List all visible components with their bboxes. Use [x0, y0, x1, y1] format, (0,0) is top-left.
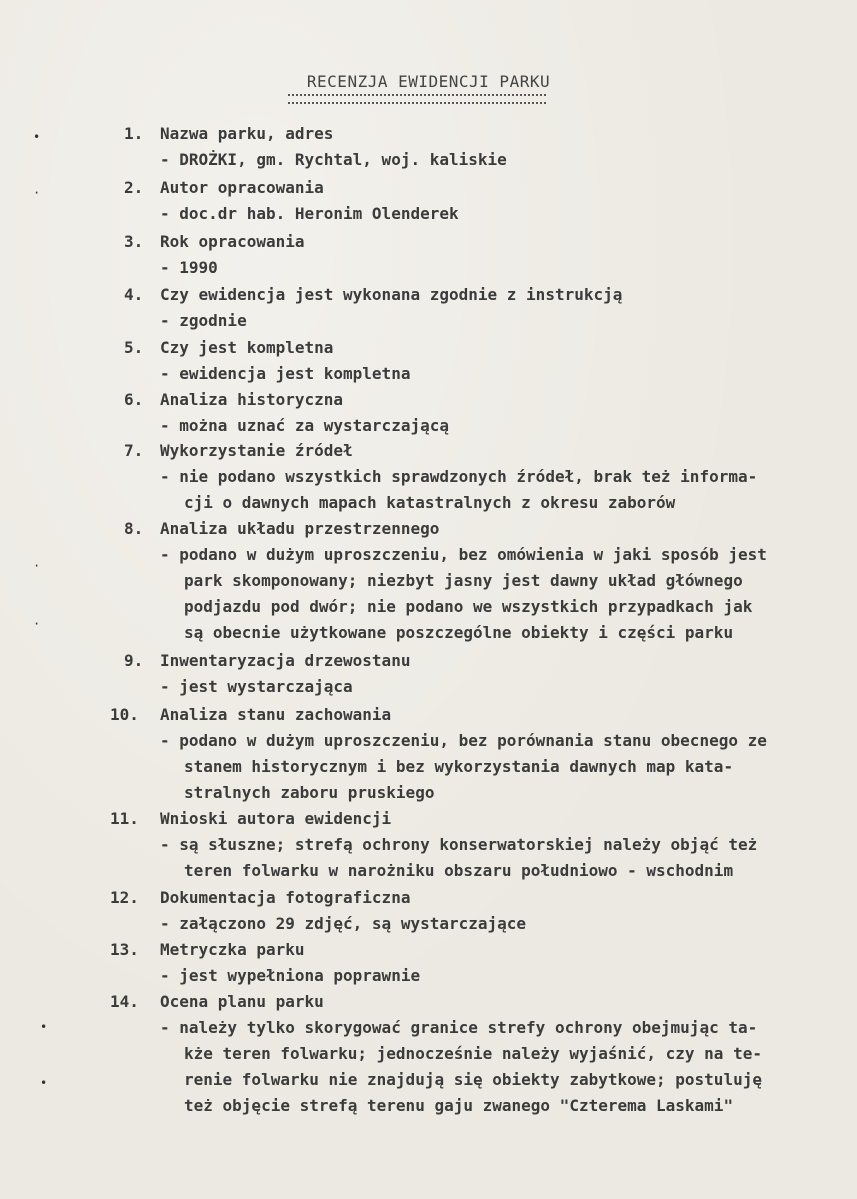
item-response-line: też objęcie strefą terenu gaju zwanego "Czterema Laskami" [184, 1096, 734, 1115]
item-heading: Inwentaryzacja drzewostanu [160, 651, 411, 670]
item-response-line: - DROŻKI, gm. Rychtal, woj. kaliskie [160, 150, 507, 169]
item-heading: Metryczka parku [160, 940, 305, 959]
item-number: 4. [124, 285, 144, 304]
document-title: RECENZJA EWIDENCJI PARKU [306, 72, 551, 91]
item-heading: Analiza historyczna [160, 390, 344, 409]
item-number: 13. [110, 940, 139, 959]
item-heading: Wykorzystanie źródeł [160, 441, 353, 460]
item-response-line: kże teren folwarku; jednocześnie należy wyjaśnić, czy na te- [184, 1044, 762, 1063]
item-response-line: - podano w dużym uproszczeniu, bez porównania stanu obecnego ze [160, 731, 767, 750]
item-response-line: - doc.dr hab. Heronim Olenderek [160, 204, 459, 223]
item-number: 3. [124, 232, 144, 251]
margin-mark: · [33, 617, 41, 631]
item-number: 10. [110, 705, 139, 724]
item-number: 8. [124, 519, 144, 538]
item-heading: Czy ewidencja jest wykonana zgodnie z instrukcją [160, 285, 623, 304]
item-number: 11. [110, 809, 139, 828]
item-response-line: - są słuszne; strefą ochrony konserwatorskiej należy objąć też [160, 835, 758, 854]
item-heading: Autor opracowania [160, 178, 324, 197]
item-response-line: teren folwarku w narożniku obszaru południowo - wschodnim [184, 861, 734, 880]
item-heading: Analiza układu przestrzennego [160, 519, 440, 538]
item-response-line: - można uznać za wystarczającą [160, 416, 449, 435]
item-response-line: podjazdu pod dwór; nie podano we wszystkich przypadkach jak [184, 597, 753, 616]
item-response-line: cji o dawnych mapach katastralnych z okresu zaborów [184, 493, 676, 512]
item-response-line: - jest wystarczająca [160, 677, 353, 696]
item-heading: Rok opracowania [160, 232, 305, 251]
item-number: 9. [124, 651, 144, 670]
margin-mark: · [33, 559, 41, 573]
item-number: 1. [124, 124, 144, 143]
item-response-line: park skomponowany; niezbyt jasny jest dawny układ głównego [184, 571, 743, 590]
item-number: 14. [110, 992, 139, 1011]
item-number: 2. [124, 178, 144, 197]
item-response-line: - 1990 [160, 258, 218, 277]
item-response-line: - nie podano wszystkich sprawdzonych źródeł, brak też informa- [160, 467, 758, 486]
item-response-line: - załączono 29 zdjęć, są wystarczające [160, 914, 527, 933]
item-response-line: stralnych zaboru pruskiego [184, 783, 435, 802]
margin-mark: • [40, 1020, 48, 1034]
item-response-line: są obecnie użytkowane poszczególne obiekty i części parku [184, 623, 734, 642]
item-response-line: - zgodnie [160, 311, 247, 330]
margin-mark: • [33, 130, 41, 144]
item-number: 7. [124, 441, 144, 460]
item-response-line: - jest wypełniona poprawnie [160, 966, 421, 985]
title-underline [288, 94, 546, 104]
item-heading: Wnioski autora ewidencji [160, 809, 392, 828]
item-response-line: - ewidencja jest kompletna [160, 364, 411, 383]
item-response-line: renie folwarku nie znajdują się obiekty zabytkowe; postuluję [184, 1070, 762, 1089]
item-response-line: stanem historycznym i bez wykorzystania dawnych map kata- [184, 757, 734, 776]
item-number: 5. [124, 338, 144, 357]
margin-mark: • [40, 1076, 48, 1090]
item-number: 6. [124, 390, 144, 409]
item-heading: Czy jest kompletna [160, 338, 334, 357]
item-heading: Analiza stanu zachowania [160, 705, 392, 724]
item-heading: Ocena planu parku [160, 992, 324, 1011]
margin-mark: · [33, 186, 41, 200]
item-response-line: - podano w dużym uproszczeniu, bez omówienia w jaki sposób jest [160, 545, 767, 564]
item-heading: Nazwa parku, adres [160, 124, 334, 143]
item-number: 12. [110, 888, 139, 907]
item-heading: Dokumentacja fotograficzna [160, 888, 411, 907]
item-response-line: - należy tylko skorygować granice strefy ochrony obejmując ta- [160, 1018, 758, 1037]
